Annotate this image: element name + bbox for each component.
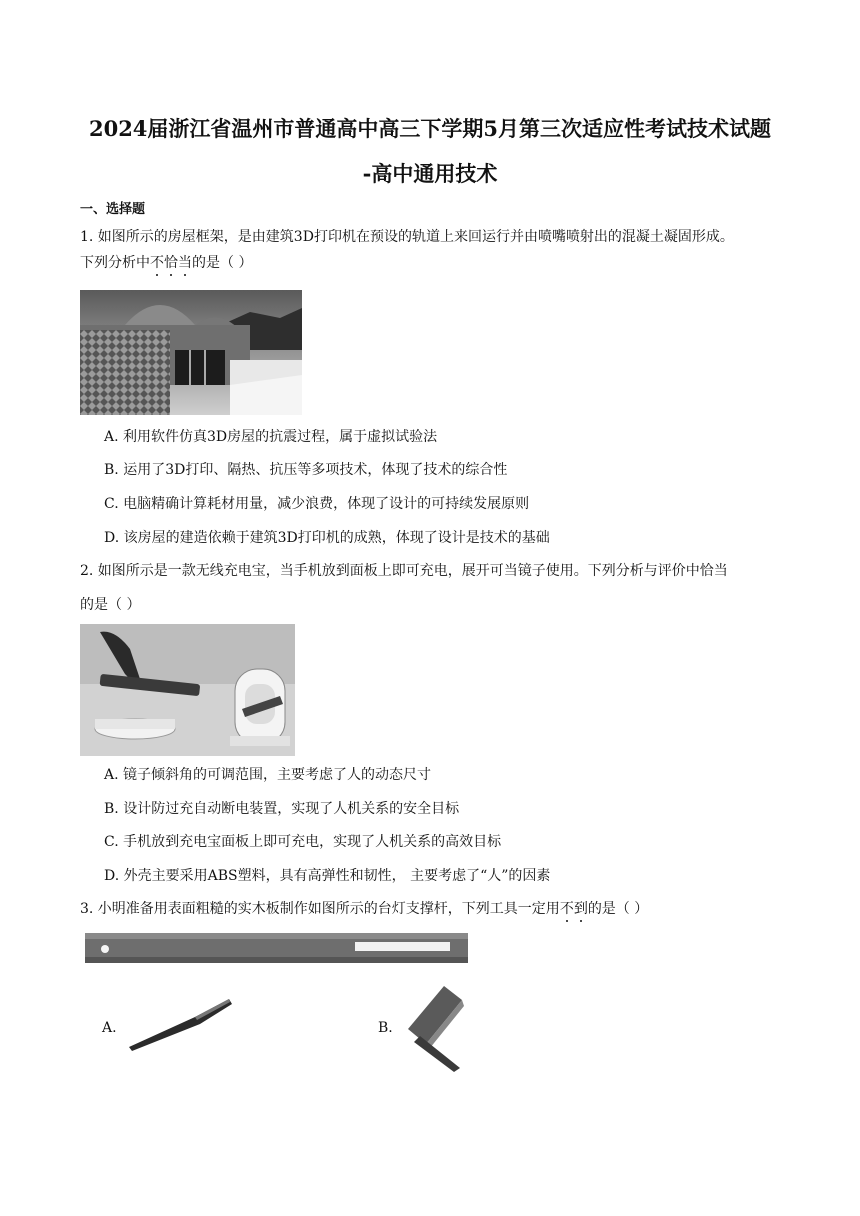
q3-emph-char-1: 不 [559,901,574,917]
q3-option-b-label: B. [378,1020,393,1036]
q1-stem-pre: 下列分析中 [80,255,150,271]
q1-emph-char-3: 当 [178,255,192,271]
q2-stem-line2: 的是（ ） [80,597,141,613]
q3-stem-pre: 3. 小明准备用表面粗糙的实木板制作如图所示的台灯支撑杆，下列工具一定用 [80,901,560,917]
q1-emph-char-1: 不 [150,255,164,271]
q2-stem-line1: 2. 如图所示是一款无线充电宝，当手机放到面板上即可充电，展开可当镜子使用。下列分析与评价中恰当 [80,563,728,579]
q1-emph-char-2: 恰 [164,255,178,271]
q1-house-photo [80,290,302,415]
q3-stem-post: 的是（ ） [587,901,649,917]
q1-option-a: A. 利用软件仿真3D房屋的抗震过程，属于虚拟试验法 [104,429,438,445]
q1-option-c: C. 电脑精确计算耗材用量，减少浪费，体现了设计的可持续发展原则 [104,496,530,512]
q3-option-a-label: A. [102,1020,117,1036]
exam-title-line1: 2024届浙江省温州市普通高中高三下学期5月第三次适应性考试技术试题 [88,116,772,141]
q2-option-b: B. 设计防过充自动断电装置，实现了人机关系的安全目标 [104,801,460,817]
q2-charger-photo [80,624,295,756]
q3-emph-char-2: 到 [573,901,588,917]
q1-stem-line2 [80,253,252,273]
q3-option-b-try-square-image [406,984,466,1072]
exam-title-line2: -高中通用技术 [362,161,498,186]
q2-option-c: C. 手机放到充电宝面板上即可充电，实现了人机关系的高效目标 [104,834,502,850]
q1-stem-line1: 1. 如图所示的房屋框架，是由建筑3D打印机在预设的轨道上来回运行并由喷嘴喷射出的混凝土凝固形成。 [80,229,734,245]
section-heading: 一、选择题 [80,202,146,217]
q1-option-d: D. 该房屋的建造依赖于建筑3D打印机的成熟，体现了设计是技术的基础 [104,530,550,546]
q3-option-a-punch-image [125,995,233,1053]
q2-option-a: A. 镜子倾斜角的可调范围，主要考虑了人的动态尺寸 [104,767,432,783]
q1-option-b: B. 运用了3D打印、隔热、抗压等多项技术，体现了技术的综合性 [104,462,508,478]
q3-wooden-rod-photo [85,929,468,967]
q1-stem-post: 的是（ ） [192,255,253,271]
q2-option-d: D. 外壳主要采用ABS塑料，具有高弹性和韧性， 主要考虑了“人”的因素 [104,868,551,884]
q3-stem-line1 [80,899,648,919]
